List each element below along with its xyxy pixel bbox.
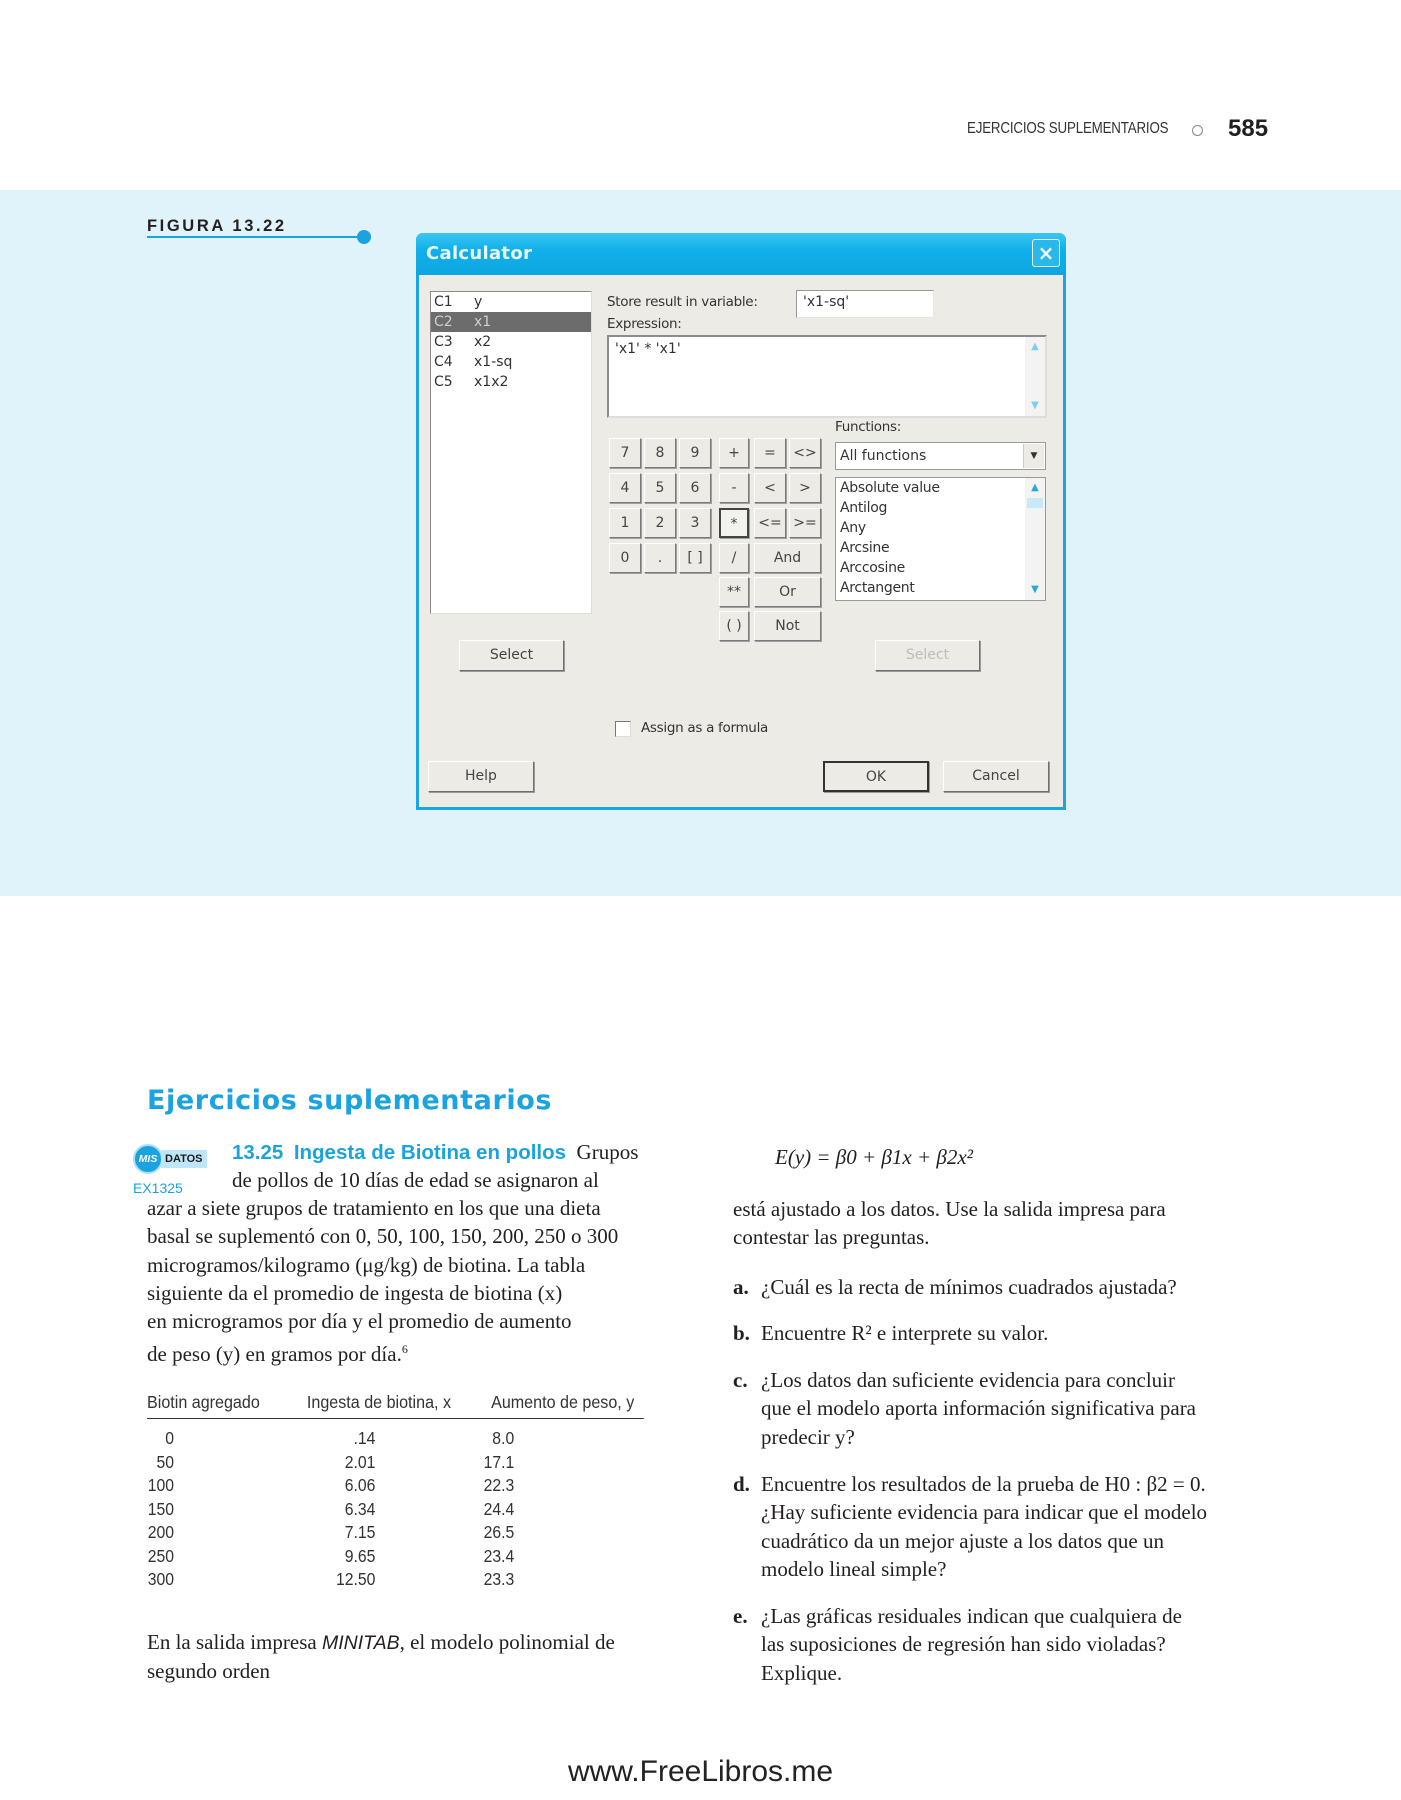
running-header-title: EJERCICIOS SUPLEMENTARIOS [967,120,1169,137]
assign-formula-label: Assign as a formula [641,720,768,736]
variable-col: C3 [434,334,453,350]
key-parentheses[interactable]: ( ) [719,611,749,641]
intro-line: microgramos/kilogramo (μg/kg) de biotina. La tabla [147,1252,586,1277]
table-row [147,1427,633,1451]
intro-line: en microgramos por día y el promedio de aumento [147,1309,572,1334]
table-row [147,1498,633,1522]
key-less-than[interactable]: < [754,473,786,503]
exercise-title: Ingesta de Biotina en pollos [293,1141,567,1164]
key-and[interactable]: And [754,543,821,573]
cell: 24.4 [483,1498,515,1519]
header-circle-icon [1192,125,1203,136]
page-number: 585 [1228,115,1269,142]
question-letter: a. [733,1275,749,1299]
figure-label-rule [147,236,362,238]
key-greater-than[interactable]: > [789,473,821,503]
question-line: predecir y? [761,1424,855,1449]
model-equation: E(y) = β0 + β1x + β2x² [775,1145,973,1169]
intro-line-last [147,1335,707,1368]
table-row [147,1568,633,1592]
footer-watermark: www.FreeLibros.me [567,1755,834,1788]
variable-item-c5[interactable] [431,372,591,392]
cell: 12.50 [336,1569,376,1589]
data-code: EX1325 [133,1180,183,1196]
variable-item-c3[interactable] [431,332,591,352]
cell: 6.34 [344,1498,376,1519]
text-fragment: En la salida impresa [147,1630,322,1654]
table-row [147,1521,633,1545]
question-c [733,1366,1273,1451]
close-button[interactable] [1032,239,1060,267]
table-row [147,1545,633,1569]
intro-line: siguiente da el promedio de ingesta de biotina (x) [147,1280,563,1305]
question-letter: b. [733,1321,750,1345]
expression-textarea[interactable] [607,335,1047,418]
fit-line: contestar las preguntas. [733,1225,930,1250]
scroll-thumb[interactable] [1027,498,1043,508]
variable-name: x1x2 [474,374,509,390]
key-equals[interactable]: = [754,438,786,468]
functions-listbox[interactable] [835,477,1046,601]
scroll-up-icon[interactable]: ▲ [1031,482,1039,493]
variable-item-c2[interactable] [431,312,591,332]
function-item[interactable]: Absolute value [840,480,940,496]
text-fragment: , el modelo polinomial de [399,1630,615,1654]
intro-line-text: de peso (y) en gramos por día. [147,1342,402,1367]
key-4[interactable]: 4 [609,473,641,503]
key-brackets[interactable]: [ ] [679,543,711,573]
exercise-number: 13.25 [232,1141,284,1164]
section-title: Ejercicios suplementarios [147,1085,553,1116]
function-item[interactable]: Any [840,520,866,536]
datos-label: DATOS [161,1150,207,1168]
key-3[interactable]: 3 [679,508,711,538]
function-item[interactable]: Arctangent [840,580,915,596]
key-9[interactable]: 9 [679,438,711,468]
dialog-body [419,275,1063,807]
scroll-down-icon[interactable]: ▼ [1031,400,1039,411]
functions-scrollbar[interactable] [1025,478,1045,600]
close-icon: × [1037,241,1055,265]
key-8[interactable]: 8 [644,438,676,468]
mis-datos-badge [133,1144,207,1174]
dialog-title-bar[interactable] [416,233,1066,275]
key-minus[interactable]: - [719,473,749,503]
function-item[interactable]: Antilog [840,500,888,516]
question-d [733,1470,1273,1583]
question-line: cuadrático da un mejor ajuste a los datos que un [761,1528,1164,1553]
after-table-text [147,1628,615,1686]
variables-listbox[interactable] [430,291,592,614]
variable-name: x1 [474,314,492,330]
question-e [733,1602,1273,1687]
question-line: Encuentre R² e interprete su valor. [761,1321,1049,1345]
expression-scrollbar[interactable] [1025,337,1045,416]
key-plus[interactable]: + [719,438,749,468]
function-item[interactable]: Arcsine [840,540,890,556]
cell: 23.3 [483,1569,515,1589]
figure-label: FIGURA 13.22 [147,217,287,235]
key-not[interactable]: Not [754,611,821,641]
question-line: ¿Los datos dan suficiente evidencia para concluir [761,1368,1175,1392]
question-line: que el modelo aporta información significativa para [761,1396,1197,1421]
functions-dropdown-value: All functions [840,448,927,464]
question-line: ¿Las gráficas residuales indican que cualquiera de [761,1604,1182,1628]
question-b [733,1319,1273,1347]
figure-label-dot [357,230,371,244]
cell: 6.06 [344,1475,376,1495]
select-function-button[interactable]: Select [875,640,980,671]
key-power[interactable]: ** [719,577,749,607]
after-table-line [147,1628,615,1657]
cell: 300 [147,1569,174,1589]
question-line: Explique. [761,1660,843,1685]
key-multiply[interactable]: * [719,508,749,538]
biotin-table [147,1392,687,1592]
calculator-dialog [416,233,1066,810]
cell: 8.0 [492,1428,515,1448]
exercise-intro-body [147,1194,707,1369]
variable-col: C1 [434,294,453,310]
key-2[interactable]: 2 [644,508,676,538]
key-or[interactable]: Or [754,577,821,607]
question-line: las suposiciones de regresión han sido violadas? [761,1632,1166,1657]
table-row [147,1474,633,1498]
after-table-line: segundo orden [147,1659,271,1684]
key-0[interactable]: 0 [609,543,641,573]
dialog-title: Calculator [426,243,533,264]
cell: 150 [147,1498,174,1519]
cell: 17.1 [483,1451,515,1472]
question-a [733,1273,1273,1301]
cell: 9.65 [344,1545,376,1566]
store-result-label: Store result in variable: [607,294,758,310]
question-letter: c. [733,1368,748,1392]
cell: 7.15 [344,1522,376,1542]
variable-col: C5 [434,374,453,390]
chevron-down-icon[interactable]: ▼ [1023,444,1044,468]
footnote-ref: 6 [401,1342,408,1357]
key-less-equal[interactable]: <= [754,508,786,538]
select-variable-button[interactable]: Select [459,640,564,671]
functions-label: Functions: [835,419,902,435]
intro-line: azar a siete grupos de tratamiento en los que una dieta [147,1196,601,1220]
exercise-intro-first: Grupos [576,1140,639,1164]
cell: 0 [165,1428,174,1448]
intro-line: basal se suplementó con 0, 50, 100, 150, 200, 250 o 300 [147,1224,619,1249]
software-name: MINITAB [321,1632,400,1654]
ok-button[interactable]: OK [823,761,929,792]
scroll-down-icon[interactable]: ▼ [1031,584,1039,595]
cell: 100 [147,1475,174,1495]
function-item[interactable]: Arccosine [840,560,905,576]
col-header: Aumento de peso, y [491,1392,635,1412]
key-decimal[interactable]: . [644,543,676,573]
exercise-intro-line: de pollos de 10 días de edad se asignaron al [232,1168,599,1192]
key-6[interactable]: 6 [679,473,711,503]
col-header: Ingesta de biotina, x [306,1392,452,1412]
fit-line: está ajustado a los datos. Use la salida impresa para [733,1197,1166,1221]
cell: 2.01 [344,1451,376,1472]
key-not-equal[interactable]: <> [789,438,821,468]
store-result-input[interactable]: 'x1-sq' [796,290,934,318]
help-button[interactable]: Help [428,761,534,792]
question-line: modelo lineal simple? [761,1556,947,1581]
question-letter: e. [733,1604,748,1628]
question-line: ¿Hay suficiente evidencia para indicar que el modelo [761,1500,1208,1525]
cell: 50 [156,1451,174,1472]
variable-name: x2 [474,334,492,350]
variable-col: C2 [434,314,453,330]
question-line: ¿Cuál es la recta de mínimos cuadrados ajustada? [761,1275,1177,1299]
table-row [147,1451,633,1475]
question-letter: d. [733,1472,750,1496]
scroll-up-icon[interactable]: ▲ [1031,341,1039,352]
question-line: Encuentre los resultados de la prueba de H0 : β2 = 0. [761,1472,1206,1496]
cell: 23.4 [483,1545,515,1566]
col-header: Biotin agregado [147,1392,260,1412]
variable-name: x1-sq [474,354,513,370]
key-7[interactable]: 7 [609,438,641,468]
cell: 26.5 [483,1522,515,1542]
variable-name: y [474,294,483,310]
variable-item-c4[interactable] [431,352,591,372]
exercise-heading-line [232,1138,638,1167]
variable-col: C4 [434,354,453,370]
cell: 250 [147,1545,174,1566]
table-header [147,1392,644,1419]
key-5[interactable]: 5 [644,473,676,503]
mis-icon: MIS [133,1144,163,1174]
cell: 22.3 [483,1475,515,1495]
expression-label: Expression: [607,316,682,332]
cell: .14 [353,1428,376,1448]
fit-text [733,1195,1166,1252]
expression-value: 'x1' * 'x1' [615,341,681,357]
functions-dropdown[interactable] [835,442,1046,470]
cancel-button[interactable]: Cancel [943,761,1049,792]
variable-item-c1[interactable] [431,292,591,312]
key-greater-equal[interactable]: >= [789,508,821,538]
cell: 200 [147,1522,174,1542]
key-1[interactable]: 1 [609,508,641,538]
key-divide[interactable]: / [719,543,749,573]
assign-formula-checkbox[interactable] [615,721,631,737]
